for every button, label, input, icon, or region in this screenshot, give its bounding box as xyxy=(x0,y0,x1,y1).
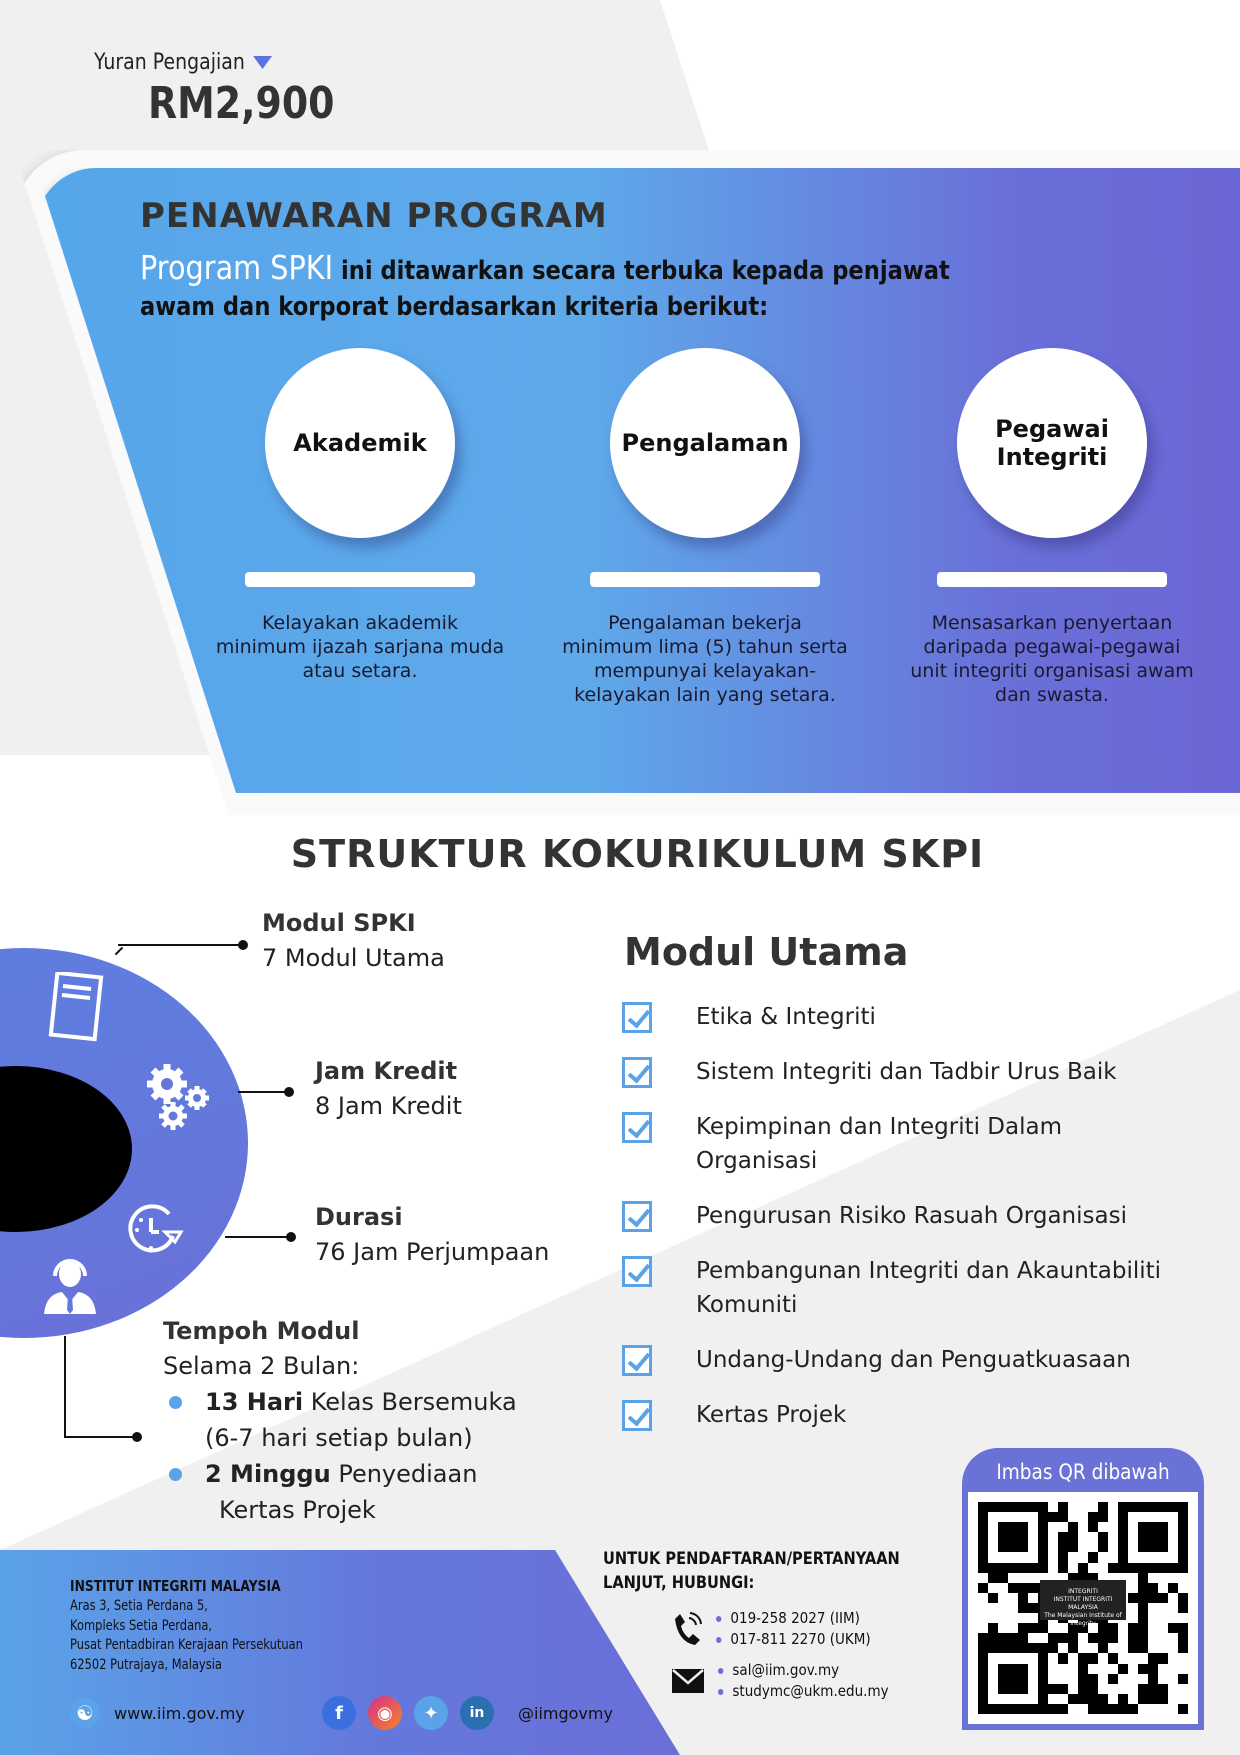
social-handle: @iimgovmy xyxy=(518,1703,613,1723)
module-label: Pengurusan Risiko Rasuah Organisasi xyxy=(696,1203,1127,1229)
offer-intro-text: ini ditawarkan secara terbuka kepada penjawat awam dan korporat berdasarkan kriteria berikut: xyxy=(140,256,950,322)
tempoh-item xyxy=(163,1456,517,1528)
contact-heading-line: UNTUK PENDAFTARAN/PERTANYAAN xyxy=(603,1549,900,1569)
criteria-pegawai-integriti xyxy=(907,348,1197,707)
stat-value: 8 Jam Kredit xyxy=(315,1092,462,1120)
email-contacts xyxy=(672,1660,908,1702)
tempoh-item-sub: Kertas Projek xyxy=(219,1496,376,1524)
checkbox-checked-icon xyxy=(622,1201,652,1232)
fee-label xyxy=(94,50,272,75)
qr-code[interactable] xyxy=(968,1492,1198,1724)
tempoh-item-sub: (6-7 hari setiap bulan) xyxy=(205,1424,473,1452)
criteria-divider xyxy=(937,572,1167,587)
phone-number[interactable]: 017-811 2270 (UKM) xyxy=(716,1629,871,1650)
criteria-description: Mensasarkan penyertaan daripada pegawai-pegawai unit integriti organisasi awam dan swasta. xyxy=(910,612,1194,706)
tempoh-item xyxy=(163,1384,517,1456)
module-label: Etika & Integriti xyxy=(696,1004,876,1030)
criteria-circle: Pengalaman xyxy=(610,348,800,538)
leader-line xyxy=(118,944,243,946)
leader-line xyxy=(225,1236,290,1238)
instagram-icon[interactable]: ◉ xyxy=(368,1696,402,1730)
email-address[interactable]: sal@iim.gov.my xyxy=(718,1660,889,1681)
email-address[interactable]: studymc@ukm.edu.my xyxy=(718,1681,889,1702)
document-icon xyxy=(48,972,104,1042)
criteria-pengalaman xyxy=(560,348,850,707)
stat-value: 7 Modul Utama xyxy=(262,944,445,972)
module-item xyxy=(622,1199,1222,1233)
tempoh-list xyxy=(163,1384,517,1528)
criteria-description: Pengalaman bekerja minimum lima (5) tahun serta mempunyai kelayakan-kelayakan lain yang setara. xyxy=(562,612,848,706)
checkbox-checked-icon xyxy=(622,1002,652,1033)
checkbox-checked-icon xyxy=(622,1057,652,1088)
leader-line xyxy=(64,1436,136,1438)
offer-title: PENAWARAN PROGRAM xyxy=(140,196,608,236)
qr-logo xyxy=(1040,1580,1126,1627)
checkbox-checked-icon xyxy=(622,1345,652,1376)
clock-icon xyxy=(125,1202,187,1258)
tempoh-item-bold: 2 Minggu xyxy=(205,1460,331,1488)
contact-heading xyxy=(603,1547,900,1595)
module-item xyxy=(622,1000,1222,1034)
module-item xyxy=(622,1343,1222,1377)
program-name: Program SPKI xyxy=(140,248,334,287)
caret-down-icon xyxy=(253,56,272,69)
qr-logo-text: INTEGRITI xyxy=(1068,1588,1098,1595)
social-links xyxy=(322,1696,613,1730)
phone-icon xyxy=(672,1612,702,1646)
leader-line xyxy=(238,1091,288,1093)
checkbox-checked-icon xyxy=(622,1112,652,1143)
module-label: Sistem Integriti dan Tadbir Urus Baik xyxy=(696,1059,1117,1085)
stat-durasi xyxy=(315,1200,549,1270)
address-line: Aras 3, Setia Perdana 5, xyxy=(70,1598,208,1614)
modules-list xyxy=(622,1000,1222,1453)
module-item xyxy=(622,1110,1082,1178)
module-label: Pembangunan Integriti dan Akauntabiliti Komuniti xyxy=(696,1258,1162,1318)
globe-icon: ☯ xyxy=(70,1698,100,1728)
support-agent-icon xyxy=(42,1256,98,1316)
stat-title: Tempoh Modul xyxy=(163,1317,360,1345)
institute-name: INSTITUT INTEGRITI MALAYSIA xyxy=(70,1577,281,1595)
modules-title: Modul Utama xyxy=(624,930,909,974)
structure-title: STRUKTUR KOKURIKULUM SKPI xyxy=(290,832,985,876)
qr-card xyxy=(962,1448,1204,1730)
criteria-akademik xyxy=(215,348,505,683)
module-item xyxy=(622,1398,1222,1432)
stat-kredit xyxy=(315,1054,462,1124)
institute-address xyxy=(70,1575,303,1675)
leader-dot xyxy=(284,1087,294,1097)
module-item xyxy=(622,1254,1182,1322)
linkedin-icon[interactable]: in xyxy=(460,1696,494,1730)
tempoh-item-bold: 13 Hari xyxy=(205,1388,304,1416)
module-item xyxy=(622,1055,1222,1089)
facebook-icon[interactable]: f xyxy=(322,1696,356,1730)
criteria-divider xyxy=(590,572,820,587)
module-label: Kertas Projek xyxy=(696,1402,847,1428)
twitter-icon[interactable]: ✦ xyxy=(414,1696,448,1730)
address-line: 62502 Putrajaya, Malaysia xyxy=(70,1656,222,1673)
fee-value: RM2,900 xyxy=(148,78,335,129)
qr-logo-text: INSTITUT INTEGRITI MALAYSIA xyxy=(1053,1596,1113,1611)
leader-dot xyxy=(238,940,248,950)
offer-intro xyxy=(140,250,975,325)
leader-dot xyxy=(132,1432,142,1442)
stat-tempoh xyxy=(163,1314,517,1528)
address-line: Pusat Pentadbiran Kerajaan Persekutuan xyxy=(70,1637,303,1653)
module-label: Undang-Undang dan Penguatkuasaan xyxy=(696,1347,1131,1373)
stat-modul xyxy=(262,906,445,976)
criteria-circle: Pegawai Integriti xyxy=(957,348,1147,538)
criteria-divider xyxy=(245,572,475,587)
qr-logo-text: The Malaysian Institute of Integrity xyxy=(1044,1612,1122,1627)
stat-value: 76 Jam Perjumpaan xyxy=(315,1238,550,1266)
address-line: Kompleks Setia Perdana, xyxy=(70,1617,213,1634)
stat-subtitle: Selama 2 Bulan: xyxy=(163,1352,360,1380)
website-link[interactable] xyxy=(70,1698,245,1728)
stat-title: Jam Kredit xyxy=(315,1057,458,1085)
checkbox-checked-icon xyxy=(622,1256,652,1287)
checkbox-checked-icon xyxy=(622,1400,652,1431)
contact-heading-line: LANJUT, HUBUNGI: xyxy=(603,1573,755,1593)
tempoh-item-text: Kelas Bersemuka xyxy=(303,1388,517,1416)
fee-label-text: Yuran Pengajian xyxy=(94,50,245,75)
phone-number[interactable]: 019-258 2027 (IIM) xyxy=(716,1608,871,1629)
envelope-icon xyxy=(672,1669,704,1693)
phone-contacts xyxy=(672,1608,888,1650)
gears-icon xyxy=(145,1062,213,1134)
stat-title: Durasi xyxy=(315,1203,403,1231)
leader-line xyxy=(64,1336,66,1438)
leader-dot xyxy=(286,1232,296,1242)
stat-title: Modul SPKI xyxy=(262,909,416,937)
criteria-circle: Akademik xyxy=(265,348,455,538)
tempoh-item-text: Penyediaan xyxy=(330,1460,478,1488)
website-text: www.iim.gov.my xyxy=(114,1703,245,1723)
qr-label: Imbas QR dibawah xyxy=(996,1460,1170,1484)
module-label: Kepimpinan dan Integriti Dalam Organisasi xyxy=(696,1114,1063,1174)
criteria-description: Kelayakan akademik minimum ijazah sarjana muda atau setara. xyxy=(215,612,505,682)
